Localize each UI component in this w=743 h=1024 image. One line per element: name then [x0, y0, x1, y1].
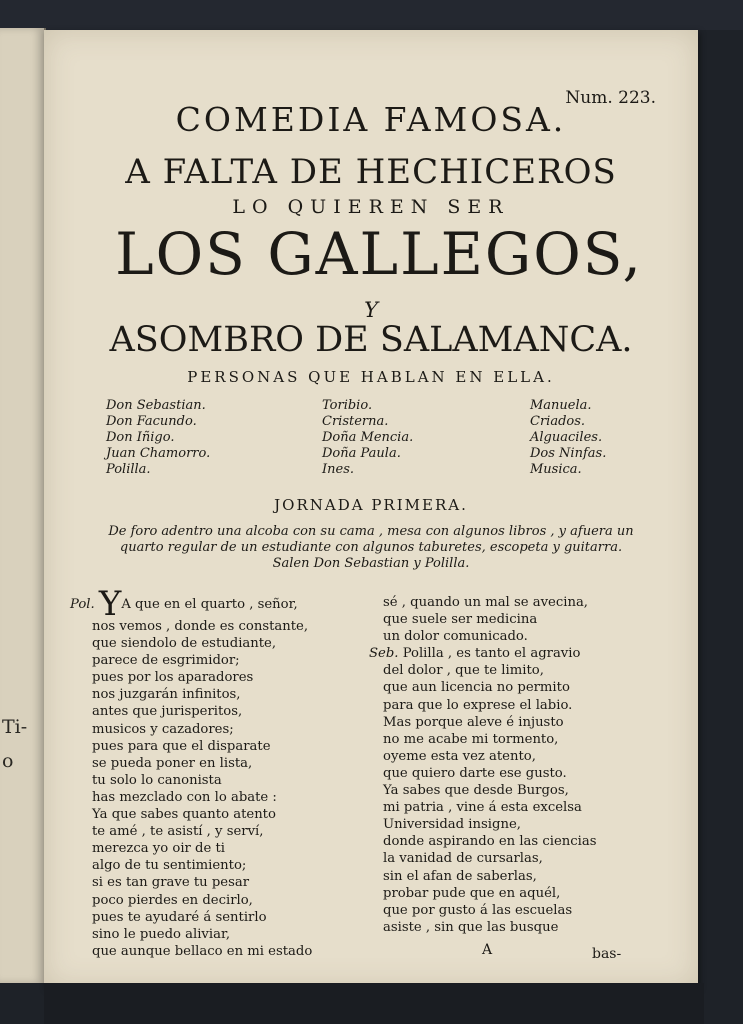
cast-name: Toribio. [322, 398, 373, 413]
cast-name: Don Facundo. [106, 414, 197, 429]
verse-line: pues por los aparadores [92, 670, 254, 686]
verse-line-speaker [369, 645, 669, 662]
verse-line: sin el afan de saberlas, [383, 868, 537, 884]
stage-direction-line: De foro adentro una alcoba con su cama , mesa con algunos libros , y afuera un [108, 524, 634, 539]
catchword: bas- [592, 946, 622, 962]
verse-line: nos vemos , donde es constante, [92, 619, 309, 634]
verse-text: Polilla , es tanto el agravio [402, 646, 581, 662]
personas-heading: PERSONAS QUE HABLAN EN ELLA. [187, 368, 555, 386]
cast-name: Alguaciles. [530, 430, 603, 445]
title-line-large: LOS GALLEGOS, [115, 220, 643, 288]
cast-name: Doña Paula. [322, 446, 401, 461]
verse-line: que por gusto á las escuelas [383, 902, 573, 918]
cast-name: Don Sebastian. [106, 398, 206, 413]
cast-name: Musica. [530, 462, 582, 477]
cast-column [322, 398, 413, 478]
verse-line: se pueda poner en lista, [92, 755, 253, 771]
verse-line: que suele ser medicina [383, 612, 538, 628]
verse-line: musicos y cazadores; [92, 721, 234, 737]
adjacent-page-fragment: Ti- [2, 716, 28, 738]
verse-line: nos juzgarán infinitos, [92, 687, 241, 703]
verse-line: Ya sabes que desde Burgos, [383, 783, 569, 799]
verse-line: no me acabe mi tormento, [383, 731, 559, 747]
cast-name: Don Iñigo. [106, 430, 175, 445]
verse-line: del dolor , que te limito, [383, 663, 544, 679]
cast-name: Juan Chamorro. [106, 446, 211, 461]
cast-name: Polilla. [106, 462, 151, 477]
cast-name: Doña Mencia. [322, 430, 414, 445]
verse-line: para que lo exprese el labio. [383, 697, 573, 713]
verse-line: poco pierdes en decirlo, [92, 892, 253, 908]
verse-line: que quiero darte ese gusto. [383, 765, 567, 781]
cast-name: Criados. [530, 414, 586, 429]
act-heading: JORNADA PRIMERA. [274, 496, 468, 514]
verse-line: que aunque bellaco en mi estado [92, 943, 313, 959]
cast-column [530, 398, 606, 478]
title-line-sub: LO QUIEREN SER [232, 196, 510, 218]
verse-column-right [369, 594, 669, 936]
verse-line: Universidad insigne, [383, 817, 521, 833]
cast-name: Manuela. [530, 398, 592, 413]
signature-mark: A [482, 942, 493, 958]
verse-line: que siendolo de estudiante, [92, 636, 277, 652]
verse-line: oyeme esta vez atento, [383, 748, 536, 764]
verse-line: si es tan grave tu pesar [92, 875, 250, 891]
stage-direction-line: quarto regular de un estudiante con algunos taburetes, escopeta y guitarra. [119, 540, 623, 555]
adjacent-page-edge [0, 28, 46, 983]
cast-name: Dos Ninfas. [530, 446, 607, 461]
verse-line: Mas porque aleve é injusto [383, 714, 564, 730]
verse-line: probar pude que en aquél, [383, 885, 561, 901]
verse-line: has mezclado con lo abate : [92, 789, 277, 805]
title-conjunction: Y [364, 298, 378, 322]
dark-background-bottom [44, 983, 704, 1024]
verse-line: la vanidad de cursarlas, [383, 851, 543, 867]
drop-cap: Y [98, 584, 122, 624]
verse-line: que aun licencia no permito [383, 680, 570, 696]
speaker-label: Pol. [70, 597, 95, 612]
book-page [44, 30, 698, 988]
verse-line: te amé , te asistí , y serví, [92, 824, 264, 840]
verse-line: donde aspirando en las ciencias [383, 834, 597, 850]
verse-text: A que en el quarto , señor, [121, 597, 298, 612]
verse-line: Ya que sabes quanto atento [92, 807, 276, 823]
cast-column [106, 398, 210, 478]
verse-line: pues para que el disparate [92, 738, 271, 754]
verse-line: parece de esgrimidor; [92, 653, 240, 669]
verse-line: antes que jurisperitos, [92, 704, 243, 720]
verse-line: asiste , sin que las busque [383, 919, 559, 935]
verse-line: merezca yo oir de ti [92, 841, 225, 857]
adjacent-page-fragment: o [2, 750, 14, 772]
verse-line: sino le puedo aliviar, [92, 926, 231, 942]
dark-background [0, 0, 743, 30]
verse-line-first [70, 584, 360, 624]
page-number: Num. 223. [565, 88, 656, 108]
stage-direction-line: Salen Don Sebastian y Polilla. [272, 556, 470, 571]
verse-line: tu solo lo canonista [92, 772, 222, 788]
cast-name: Ines. [322, 462, 355, 477]
speaker-label: Seb. [369, 646, 399, 662]
title-line-main: A FALTA DE HECHICEROS [125, 152, 617, 192]
title-line-comedia: COMEDIA FAMOSA. [175, 100, 567, 139]
verse-line: pues te ayudaré á sentirlo [92, 909, 267, 925]
verse-line: sé , quando un mal se avecina, [383, 595, 588, 610]
stage-direction [44, 524, 698, 572]
verse-line: un dolor comunicado. [383, 629, 528, 645]
verse-column-left [70, 584, 360, 960]
verse-line: algo de tu sentimiento; [92, 858, 247, 874]
cast-name: Cristerna. [322, 414, 389, 429]
verse-line: mi patria , vine á esta excelsa [383, 800, 582, 816]
title-line-subtitle: ASOMBRO DE SALAMANCA. [109, 320, 633, 360]
